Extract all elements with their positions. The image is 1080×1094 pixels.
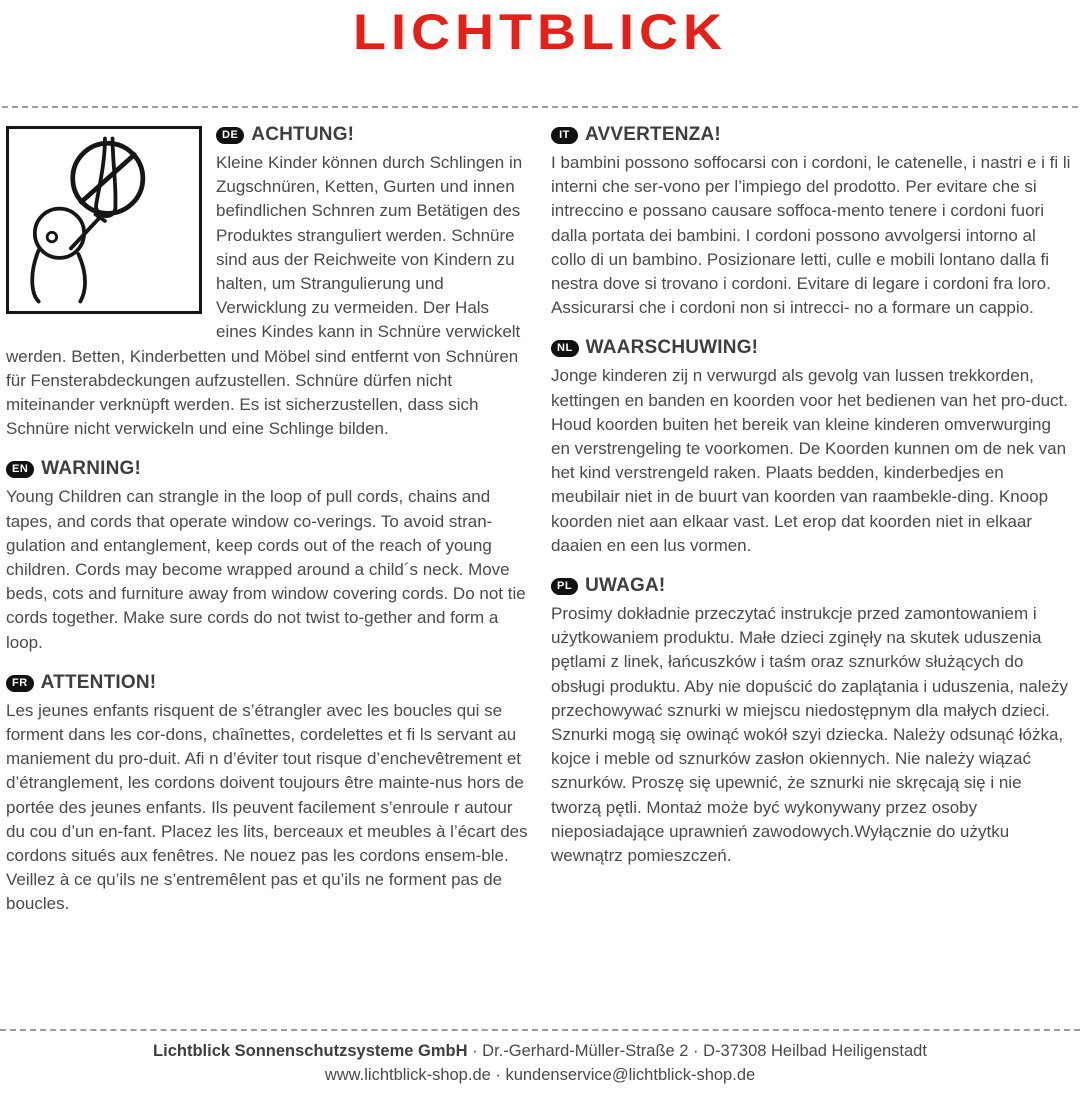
body-fr: Les jeunes enfants risquent de s’étrangler avec les boucles qui se forment dans les cor-dons, chaînettes, cordelettes et fi ls servant au maniement du pro-duit. Afi n d’éviter tout risque d’enchevêtrement et d’étranglement, les cordons doivent toujours être mainte-nus hors de portée des jeunes enfants. Ils peuvent facilement s’enroule r autour du cou d’un en-fant. Placez les lits, berceaux et meubles à l’écart des cordons situés aux fenêtres. Ne nouez pas les cordons ensem-ble. Veillez à ce qu’ils ne s’entremêlent pas et qu’ils ne forment pas de boucles. (6, 700, 528, 914)
footer-contact-line: www.lichtblick-shop.de · kundenservice@lichtblick-shop.de (324, 1066, 756, 1084)
title-de: ACHTUNG! (251, 124, 355, 145)
body-de: Kleine Kinder können durch Schlingen in Zugschnüren, Ketten, Gurten und innen befindlichen Schnren zum Betätigen des Produktes stranguliert werden. Schnüre sind aus der Reichweite von Kindern zu halten, um Strangulierung und Verwicklung zu vermeiden. Der Hals eines Kindes kann in Schnüre verwickelt werden. Betten, Kinderbetten und Möbel sind entfernt von Schnüren für Fensterabdeckungen aufzustellen. Schnüre dürfen nicht miteinander verknüpft werden. Es ist sicherzustellen, dass sich Schnüre nicht verwickeln und eine Schlinge bilden. (6, 153, 523, 439)
section-it (551, 124, 1074, 320)
title-fr: ATTENTION! (40, 671, 157, 693)
heading-nl (551, 337, 1074, 359)
section-nl (551, 337, 1074, 558)
body-pl: Prosimy dokładnie przeczytać instrukcje przed zamontowaniem i użytkowaniem produktu. Małe dzieci zginęły na skutek uduszenia pętlami z linek, łańcuszków i taśm oraz sznurków służących do obsługi produktu. Aby nie dopuścić do zaplątania i uduszenia, należy przechowywać sznurki w miejscu niedostępnym dla małych dzieci. Sznurki mogą się owinąć wokół szyi dziecka. Należy odsunąć łóżka, kojce i meble od sznurków zasłon okiennych. Nie należy wiązać sznurków. Proszę się upewnić, że sznurki nie skręcają się i nie tworzą pętli. Montaż może być wykonywany przez osoby nieposiadające uprawnień zawodowych.Wyłącznie do użytku wewnątrz pomieszczeń. (551, 604, 1068, 866)
language-badge-de: DE (216, 127, 244, 144)
content-columns (0, 108, 1080, 934)
section-de (6, 124, 529, 441)
section-fr (6, 672, 529, 917)
heading-pl (551, 575, 1074, 597)
body-it: I bambini possono soffocarsi con i cordoni, le catenelle, i nastri e i fi li interni che ser-vono per l’impiego del prodotto. Per evitare che si intreccino e possano causare soffoca-mento tenere i cordoni fuori dalla portata dei bambini. I cordoni possono avvolgersi intorno al collo di un bambino. Posizionare letti, culle e mobili lontano dalla fi nestra dove si trovano i cordoni. Evitare di legare i cordoni fra loro. Assicurarsi che i cordoni non si intrecci- no a formare un cappio. (551, 153, 1071, 318)
left-column (6, 124, 529, 934)
title-nl: WAARSCHUWING! (585, 337, 759, 359)
right-column (551, 124, 1074, 934)
heading-fr (6, 672, 529, 694)
heading-it (551, 124, 1074, 146)
footer-address-line (10, 1040, 1070, 1062)
title-it: AVVERTENZA! (585, 124, 721, 145)
title-en: WARNING! (41, 458, 142, 480)
footer-company-name: Lichtblick Sonnenschutzsysteme GmbH (153, 1042, 468, 1060)
language-badge-en: EN (6, 461, 34, 478)
heading-en (6, 458, 529, 480)
section-en (6, 458, 529, 654)
strangulation-warning-illustration (6, 126, 202, 314)
footer (0, 1029, 1080, 1094)
language-badge-fr: FR (6, 675, 34, 692)
body-nl: Jonge kinderen zij n verwurgd als gevolg van lussen trekkorden, kettingen en banden en koorden voor het bedienen van het pro-duct. Houd koorden buiten het bereik van kleine kinderen omverwurging en verstrengeling te voorkomen. De Koorden kunnen om de nek van het kind verstrengeld raken. Plaats bedden, kinderbedjes en meubilair niet in de buurt van koorden van raambekle-ding. Knoop koorden niet aan elkaar vast. Let erop dat koorden niet in elkaar daaien en een lus vormen. (551, 366, 1068, 555)
footer-address: · Dr.-Gerhard-Müller-Straße 2 · D-37308 Heilbad Heiligenstadt (467, 1042, 927, 1060)
section-pl (551, 575, 1074, 868)
language-badge-pl: PL (551, 578, 578, 595)
language-badge-nl: NL (551, 340, 579, 357)
lichtblick-logo: LICHTBLICK (353, 4, 727, 61)
no-strangulation-icon (14, 134, 194, 306)
title-pl: UWAGA! (585, 575, 666, 597)
header (0, 0, 1080, 66)
body-en: Young Children can strangle in the loop of pull cords, chains and tapes, and cords that operate window co-verings. To avoid stran-gulation and entanglement, keep cords out of the reach of young children. Cords may become wrapped around a child´s neck. Move beds, cots and furniture away from window covering cords. Do not tie cords together. Make sure cords do not twist to-gether and form a loop. (6, 487, 526, 652)
language-badge-it: IT (551, 127, 578, 144)
